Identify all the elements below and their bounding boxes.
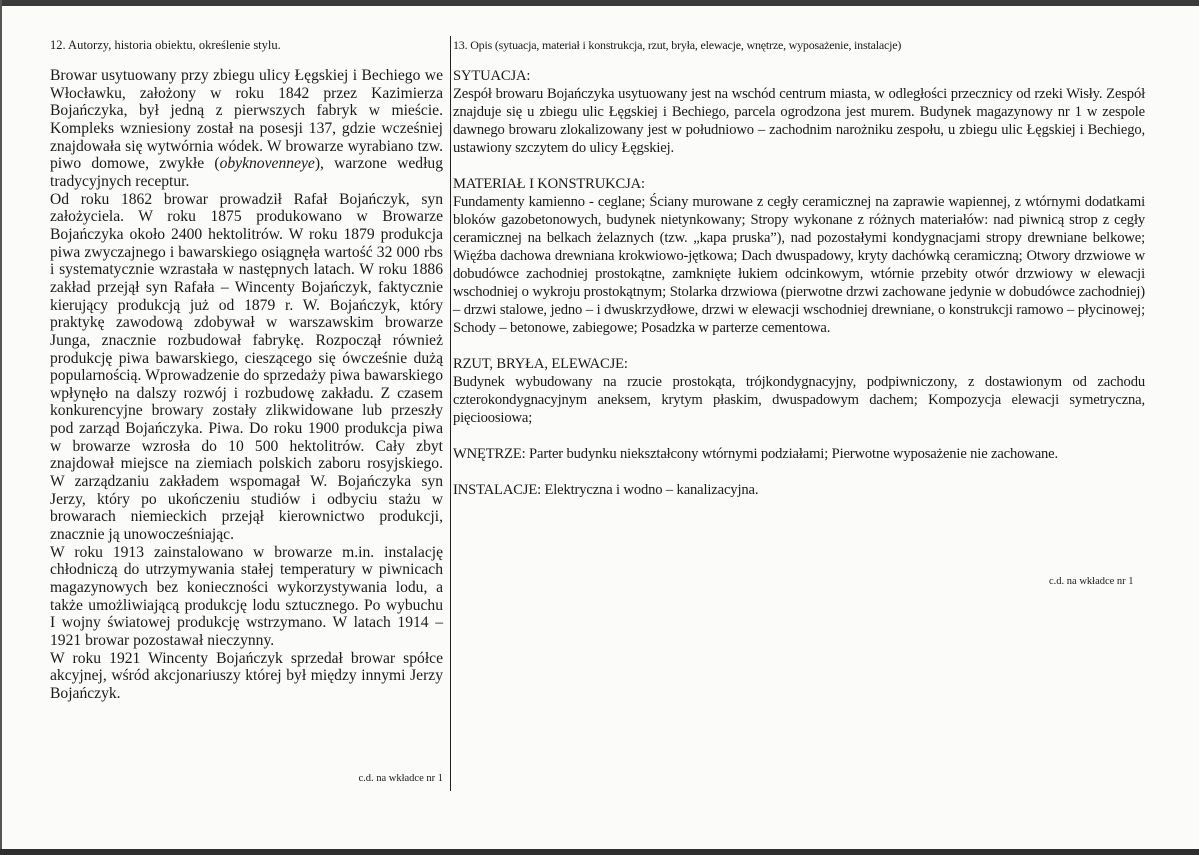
history-text: Browar usytuowany przy zbiegu ulicy Łęgskiej i Bechiego we Włocławku, założony w roku 1842 przez Kazimierza Bojańczyka, był jedną z pierwszych fabryk w mieście. Kompleks wzniesiony został na posesji 137, gdzie wcześniej znajdowała się wytwórnia wódek. W browarze wyrabiano tzw. piwo domowe, zwykłe ( (50, 67, 443, 173)
description-column (453, 38, 1145, 517)
history-paragraph: W roku 1913 zainstalowano w browarze m.in. instalację chłodniczą do utrzymywania stałej temperatury w piwnicach magazynowych bez konieczności wykorzystywania lodu, a także umożliwiającą produkcję lodu sztucznego. Po wybuchu I wojny światowej produkcję wstrzymano. W latach 1914 – 1921 browar pozostawał nieczynny. (50, 543, 443, 649)
column-divider (450, 36, 451, 791)
section-title: INSTALACJE: (453, 482, 541, 498)
section-interior (453, 445, 1145, 463)
section-body: Budynek wybudowany na rzucie prostokąta, trójkondygnacyjny, podpiwniczony, z dostawionym od zachodu czterokondygnacyjnym aneksem, krytym płaskim, dwuspadowym dachem; Kompozycja elewacji symetryczna, pięcioosiowa; (453, 374, 1145, 426)
history-paragraph (50, 67, 443, 191)
scan-border-top (0, 0, 1199, 6)
continued-note-right: c.d. na wkładce nr 1 (1049, 576, 1134, 587)
section-situation (453, 67, 1145, 157)
history-column (50, 38, 443, 703)
history-paragraph: W roku 1921 Wincenty Bojańczyk sprzedał browar spółce akcyjnej, wśród akcjonariuszy której był między innymi Jerzy Bojańczyk. (50, 649, 443, 702)
scan-border-bottom (0, 849, 1199, 855)
section-title: SYTUACJA: (453, 68, 531, 84)
history-paragraph: Od roku 1862 browar prowadził Rafał Bojańczyk, syn założyciela. W roku 1875 produkowano w Browarze Bojańczyka około 2400 hektolitrów. W roku 1879 produkcja piwa zwyczajnego i bawarskiego osiągnęła wartość 32 000 rbs i systematycznie wzrastała w następnych latach. W roku 1886 zakład przejął syn Rafała – Wincenty Bojańczyk, faktycznie kierujący produkcją już od 1879 r. W. Bojańczyk, który praktykę zawodową zdobywał w warszawskim browarze Junga, znacznie rozbudował fabrykę. Rozpoczął również produkcję piwa bawarskiego, cieszącego się ówcześnie dużą popularnością. Wprowadzenie do sprzedaży piwa bawarskiego wpłynęło na dalszy rozwój i rozbudowę zakładu. Z czasem konkurencyjne browary zostały zlikwidowane lub przeszły pod zarząd Bojańczyka. Piwa. Do roku 1900 produkcja piwa w browarze wzrosła do 10 500 hektolitrów. Cały zbyt znajdował miejsce na ziemiach polskich zaboru rosyjskiego. W zarządzaniu zakładem wspomagał W. Bojańczyka syn Jerzy, który po ukończeniu studiów i odbyciu stażu w browarach niemieckich przejął kierownictwo produkcji, znacznie ją unowocześniając. (50, 190, 443, 544)
section-installations (453, 481, 1145, 499)
history-italic-term: obyknovenneye (219, 155, 315, 173)
section-title: RZUT, BRYŁA, ELEWACJE: (453, 356, 628, 372)
section-material (453, 175, 1145, 337)
section-body: Elektryczna i wodno – kanalizacyjna. (541, 482, 759, 498)
history-text: ), warzone według tradycyjnych receptur. (50, 155, 443, 190)
history-header: 12. Autorzy, historia obiektu, określenie stylu. (50, 38, 281, 52)
section-body: Zespół browaru Bojańczyka usytuowany jest na wschód centrum miasta, w odległości przecznicy od rzeki Wisły. Zespół znajduje się u zbiegu ulic Łęgskiej i Bechiego, parcela ogrodzona jest murem. Budynek magazynowy nr 1 w zespole dawnego browaru zlokalizowany jest w południowo – zachodnim narożniku zespołu, u zbiegu ulic Łęgskiej i Bechiego, ustawiony szczytem do ulicy Łęgskiej. (453, 86, 1145, 156)
section-body: Fundamenty kamienno - ceglane; Ściany murowane z cegły ceramicznej na zaprawie wapiennej, z wtórnymi dodatkami bloków gazobetonowych, budynek nietynkowany; Stropy wykonane z różnych materiałów: nad piwnicą strop z cegły ceramicznej na belkach żelaznych (tzw. „kapa pruska”), nad pozostałymi kondygnacjami stropy drewniane belkowe; Więźba dachowa drewniana krokwiowo-jętkowa; Dach dwuspadowy, kryty dachówką ceramiczną; Otwory drzwiowe w dobudówce zachodniej prostokątne, zamknięte łukiem odcinkowym, wtórnie przebity otwór drzwiowy w elewacji wschodniej o wykroju prostokątnym; Stolarka drzwiowa (pierwotne drzwi zachowane jedynie w dobudówce zachodniej) – drzwi stalowe, jedno – i dwuskrzydłowe, drzwi w elewacji wschodniej drewniane, o konstrukcji ramowo – płycinowej; Schody – betonowe, zabiegowe; Posadzka w parterze cementowa. (453, 194, 1145, 336)
description-header: 13. Opis (sytuacja, materiał i konstrukcja, rzut, bryła, elewacje, wnętrze, wyposażenie, instalacje) (453, 38, 902, 52)
scan-border-left (0, 0, 2, 855)
section-plan (453, 355, 1145, 427)
section-title: MATERIAŁ I KONSTRUKCJA: (453, 176, 645, 192)
section-body: Parter budynku niekształcony wtórnymi podziałami; Pierwotne wyposażenie nie zachowane. (525, 446, 1058, 462)
section-title: WNĘTRZE: (453, 446, 526, 462)
continued-note-left: c.d. na wkładce nr 1 (358, 773, 443, 784)
